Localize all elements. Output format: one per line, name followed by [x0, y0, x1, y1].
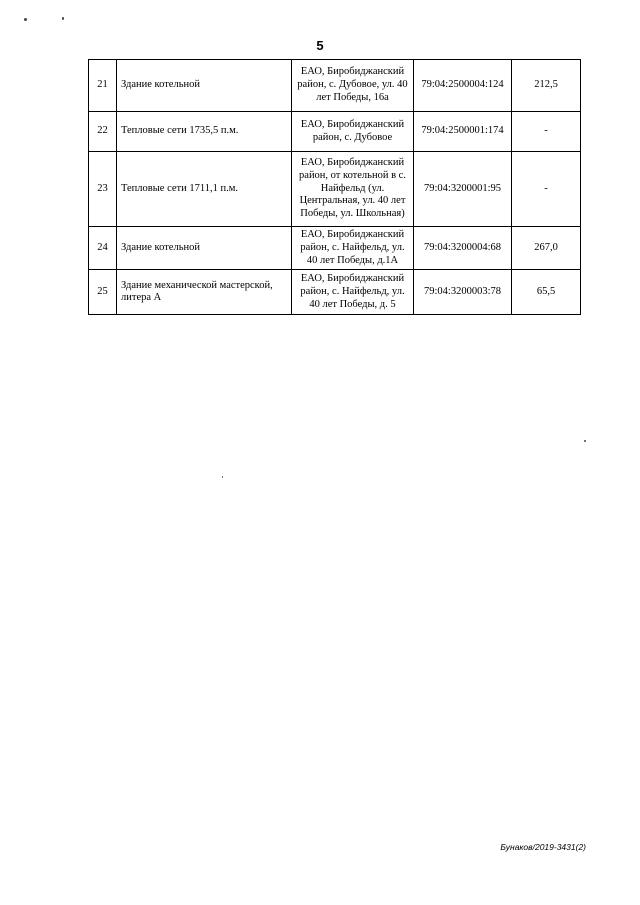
object-name: Здание котельной — [117, 60, 292, 112]
table-row — [89, 227, 581, 270]
cadastral-number: 79:04:2500001:174 — [414, 112, 512, 152]
object-area: 267,0 — [512, 227, 581, 270]
table-row — [89, 270, 581, 315]
table-row — [89, 60, 581, 112]
document-reference: Бунаков/2019-3431(2) — [500, 842, 586, 852]
row-number: 24 — [89, 227, 117, 270]
object-address: ЕАО, Биробиджанский район, с. Найфельд, ул. 40 лет Победы, д. 5 — [292, 270, 414, 315]
object-area: - — [512, 152, 581, 227]
object-address: ЕАО, Биробиджанский район, от котельной в с. Найфельд (ул. Центральная, ул. 40 лет Победы, ул. Школьная) — [292, 152, 414, 227]
object-address: ЕАО, Биробиджанский район, с. Найфельд, ул. 40 лет Победы, д.1А — [292, 227, 414, 270]
object-area: - — [512, 112, 581, 152]
scan-speck — [222, 476, 223, 478]
row-number: 22 — [89, 112, 117, 152]
scan-speck — [584, 440, 586, 442]
cadastral-number: 79:04:3200001:95 — [414, 152, 512, 227]
row-number: 25 — [89, 270, 117, 315]
cadastral-number: 79:04:3200003:78 — [414, 270, 512, 315]
object-address: ЕАО, Биробиджанский район, с. Дубовое, ул. 40 лет Победы, 16а — [292, 60, 414, 112]
cadastral-number: 79:04:3200004:68 — [414, 227, 512, 270]
table-row — [89, 152, 581, 227]
page-number: 5 — [316, 38, 324, 53]
object-name: Тепловые сети 1735,5 п.м. — [117, 112, 292, 152]
scan-speck — [24, 18, 27, 21]
object-name: Тепловые сети 1711,1 п.м. — [117, 152, 292, 227]
row-number: 21 — [89, 60, 117, 112]
object-address: ЕАО, Биробиджанский район, с. Дубовое — [292, 112, 414, 152]
object-name: Здание котельной — [117, 227, 292, 270]
object-name: Здание механической мастерской, литера А — [117, 270, 292, 315]
object-area: 212,5 — [512, 60, 581, 112]
row-number: 23 — [89, 152, 117, 227]
table-row — [89, 112, 581, 152]
property-table — [88, 59, 581, 315]
object-area: 65,5 — [512, 270, 581, 315]
scan-speck — [62, 17, 64, 20]
cadastral-number: 79:04:2500004:124 — [414, 60, 512, 112]
